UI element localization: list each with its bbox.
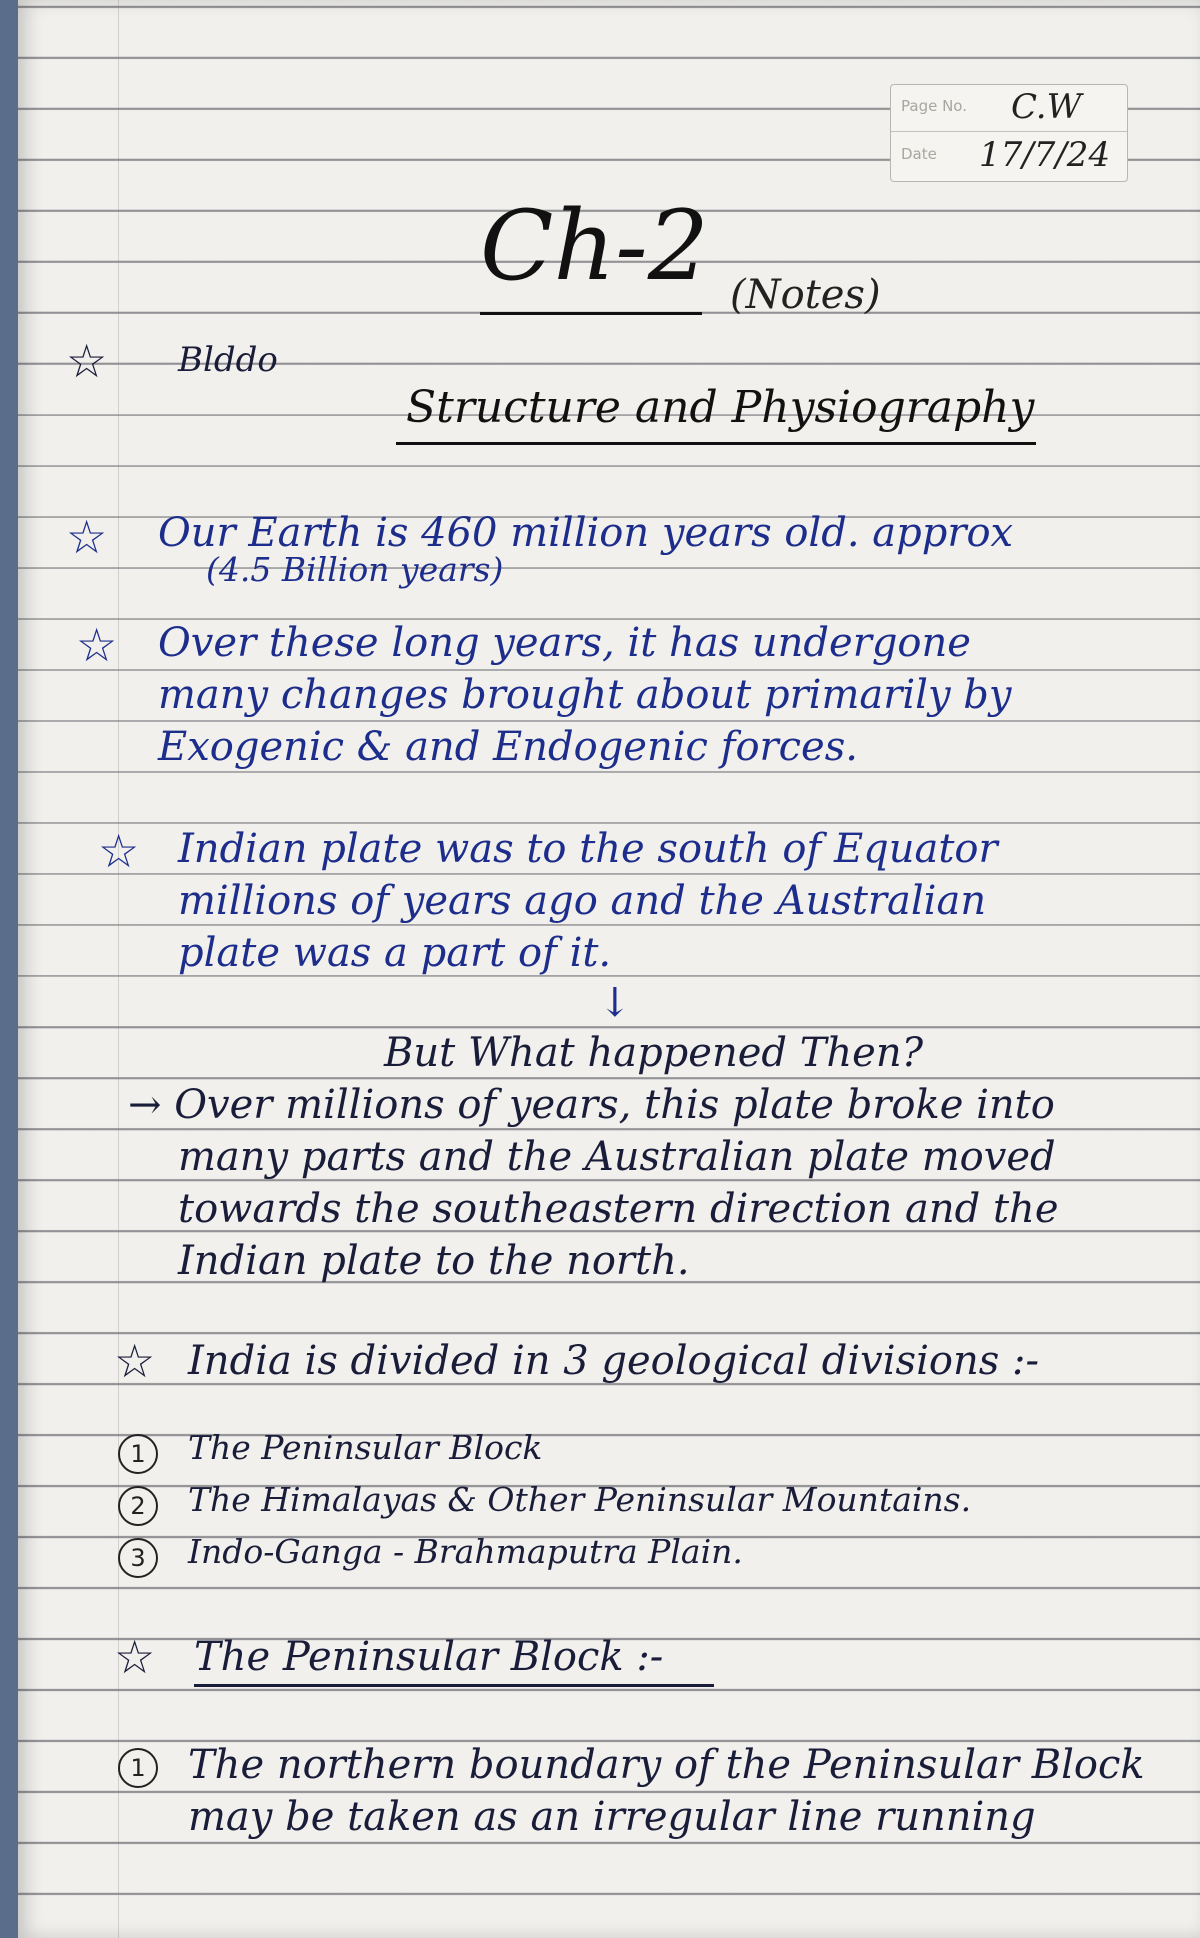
- point-4: India is divided in 3 geological divisions :-: [188, 1338, 1039, 1384]
- point-2-line-2: many changes brought about primarily by: [158, 672, 1012, 718]
- point-2-line-3: Exogenic & and Endogenic forces.: [158, 724, 858, 770]
- answer-line-4: Indian plate to the north.: [178, 1238, 690, 1284]
- section-point-line-1: The northern boundary of the Peninsular Block: [188, 1742, 1145, 1788]
- point-3-line-2: millions of years ago and the Australian: [178, 878, 987, 924]
- star-icon: ☆: [114, 1334, 156, 1388]
- date-value: 17/7/24: [979, 135, 1111, 175]
- division-number: 3: [118, 1538, 158, 1578]
- page-number-row: [891, 85, 1127, 132]
- division-item: Indo-Ganga - Brahmaputra Plain.: [188, 1532, 743, 1571]
- star-icon: ☆: [114, 1630, 156, 1684]
- division-number: 2: [118, 1486, 158, 1526]
- section-heading-underline: [194, 1684, 714, 1687]
- section-point-line-2: may be taken as an irregular line running: [188, 1794, 1036, 1840]
- subtitle: Structure and Physiography: [406, 382, 1035, 433]
- page-number-label: Page No.: [901, 97, 967, 115]
- point-3-line-1: Indian plate was to the south of Equator: [178, 826, 998, 872]
- date-label: Date: [901, 145, 937, 163]
- page-date-box: [890, 84, 1128, 182]
- answer-line-2: many parts and the Australian plate moved: [178, 1134, 1056, 1180]
- subtitle-underline: [396, 442, 1036, 445]
- section-heading: The Peninsular Block :-: [194, 1634, 664, 1680]
- point-1-line-1: Our Earth is 460 million years old. approx: [158, 510, 1014, 556]
- page-number-value: C.W: [1011, 87, 1082, 127]
- title-underline: [480, 312, 702, 315]
- answer-line-3: towards the southeastern direction and the: [178, 1186, 1059, 1232]
- division-item: The Himalayas & Other Peninsular Mountains.: [188, 1480, 972, 1519]
- star-icon: ☆: [76, 618, 118, 672]
- point-1-line-2: (4.5 Billion years): [206, 550, 504, 589]
- point-3-line-3: plate was a part of it.: [178, 930, 612, 976]
- chapter-title: Ch-2: [480, 190, 709, 302]
- notebook-page: [18, 0, 1200, 1938]
- question-heading: But What happened Then?: [384, 1030, 924, 1076]
- division-number: 1: [118, 1434, 158, 1474]
- down-arrow-icon: ↓: [598, 980, 632, 1026]
- answer-line-1: → Over millions of years, this plate broke into: [128, 1082, 1055, 1128]
- division-item: The Peninsular Block: [188, 1428, 543, 1467]
- scribbled-word: Blddo: [178, 340, 278, 380]
- date-row: [891, 133, 1127, 179]
- star-icon: ☆: [98, 824, 140, 878]
- point-2-line-1: Over these long years, it has undergone: [158, 620, 971, 666]
- section-point-number: 1: [118, 1748, 158, 1788]
- star-icon: ☆: [66, 510, 108, 564]
- star-icon: ☆: [66, 334, 108, 388]
- notes-label: (Notes): [730, 272, 881, 318]
